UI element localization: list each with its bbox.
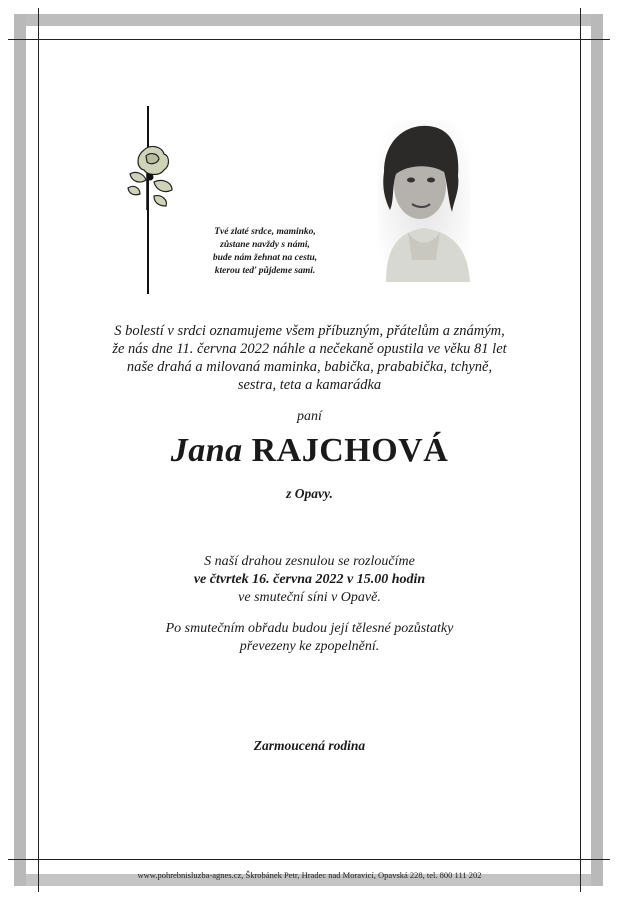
frame-left: [14, 14, 26, 886]
transfer-info: [40, 620, 579, 656]
origin: z Opavy.: [286, 486, 333, 501]
farewell-place: ve smuteční síni v Opavě.: [238, 590, 381, 605]
surname: RAJCHOVÁ: [251, 432, 449, 469]
rule-top: [8, 39, 610, 40]
rose-icon: [124, 144, 178, 214]
deceased-name: [40, 432, 579, 470]
announcement-line: sestra, teta a kamarádka: [237, 377, 382, 393]
poem: [190, 226, 340, 278]
poem-line: zůstane navždy s námi,: [220, 240, 310, 250]
rule-bottom: [8, 859, 610, 860]
poem-line: kterou teď půjdeme sami.: [214, 266, 316, 276]
poem-line: Tvé zlaté srdce, maminko,: [214, 227, 316, 237]
first-name: Jana: [170, 432, 243, 469]
farewell-line: S naší drahou zesnulou se rozloučíme: [204, 554, 415, 569]
announcement-line: S bolestí v srdci oznamujeme všem příbuzným, přátelům a známým,: [114, 323, 505, 339]
frame-top: [14, 14, 603, 26]
poem-line: bude nám žehnat na cestu,: [212, 253, 318, 263]
rule-left: [38, 8, 39, 892]
transfer-line: převezeny ke zpopelnění.: [239, 639, 380, 654]
farewell-date: ve čtvrtek 16. června 2022 v 15.00 hodin: [193, 572, 426, 587]
honorific: paní: [297, 409, 322, 424]
announcement: [40, 322, 579, 394]
portrait-photo: [378, 120, 470, 282]
frame-right: [591, 14, 603, 886]
rule-right: [580, 8, 581, 892]
signature: Zarmoucená rodina: [253, 738, 366, 753]
footer-contact: www.pohrebnisluzba-agnes.cz, Škrobánek Petr, Hradec nad Moravicí, Opavská 228, tel. 800 111 202: [137, 870, 482, 880]
transfer-line: Po smutečním obřadu budou její tělesné pozůstatky: [165, 621, 454, 636]
farewell-info: [40, 553, 579, 607]
announcement-line: naše drahá a milovaná maminka, babička, prababička, tchyně,: [126, 359, 493, 375]
announcement-line: že nás dne 11. června 2022 náhle a nečekaně opustila ve věku 81 let: [112, 341, 507, 357]
